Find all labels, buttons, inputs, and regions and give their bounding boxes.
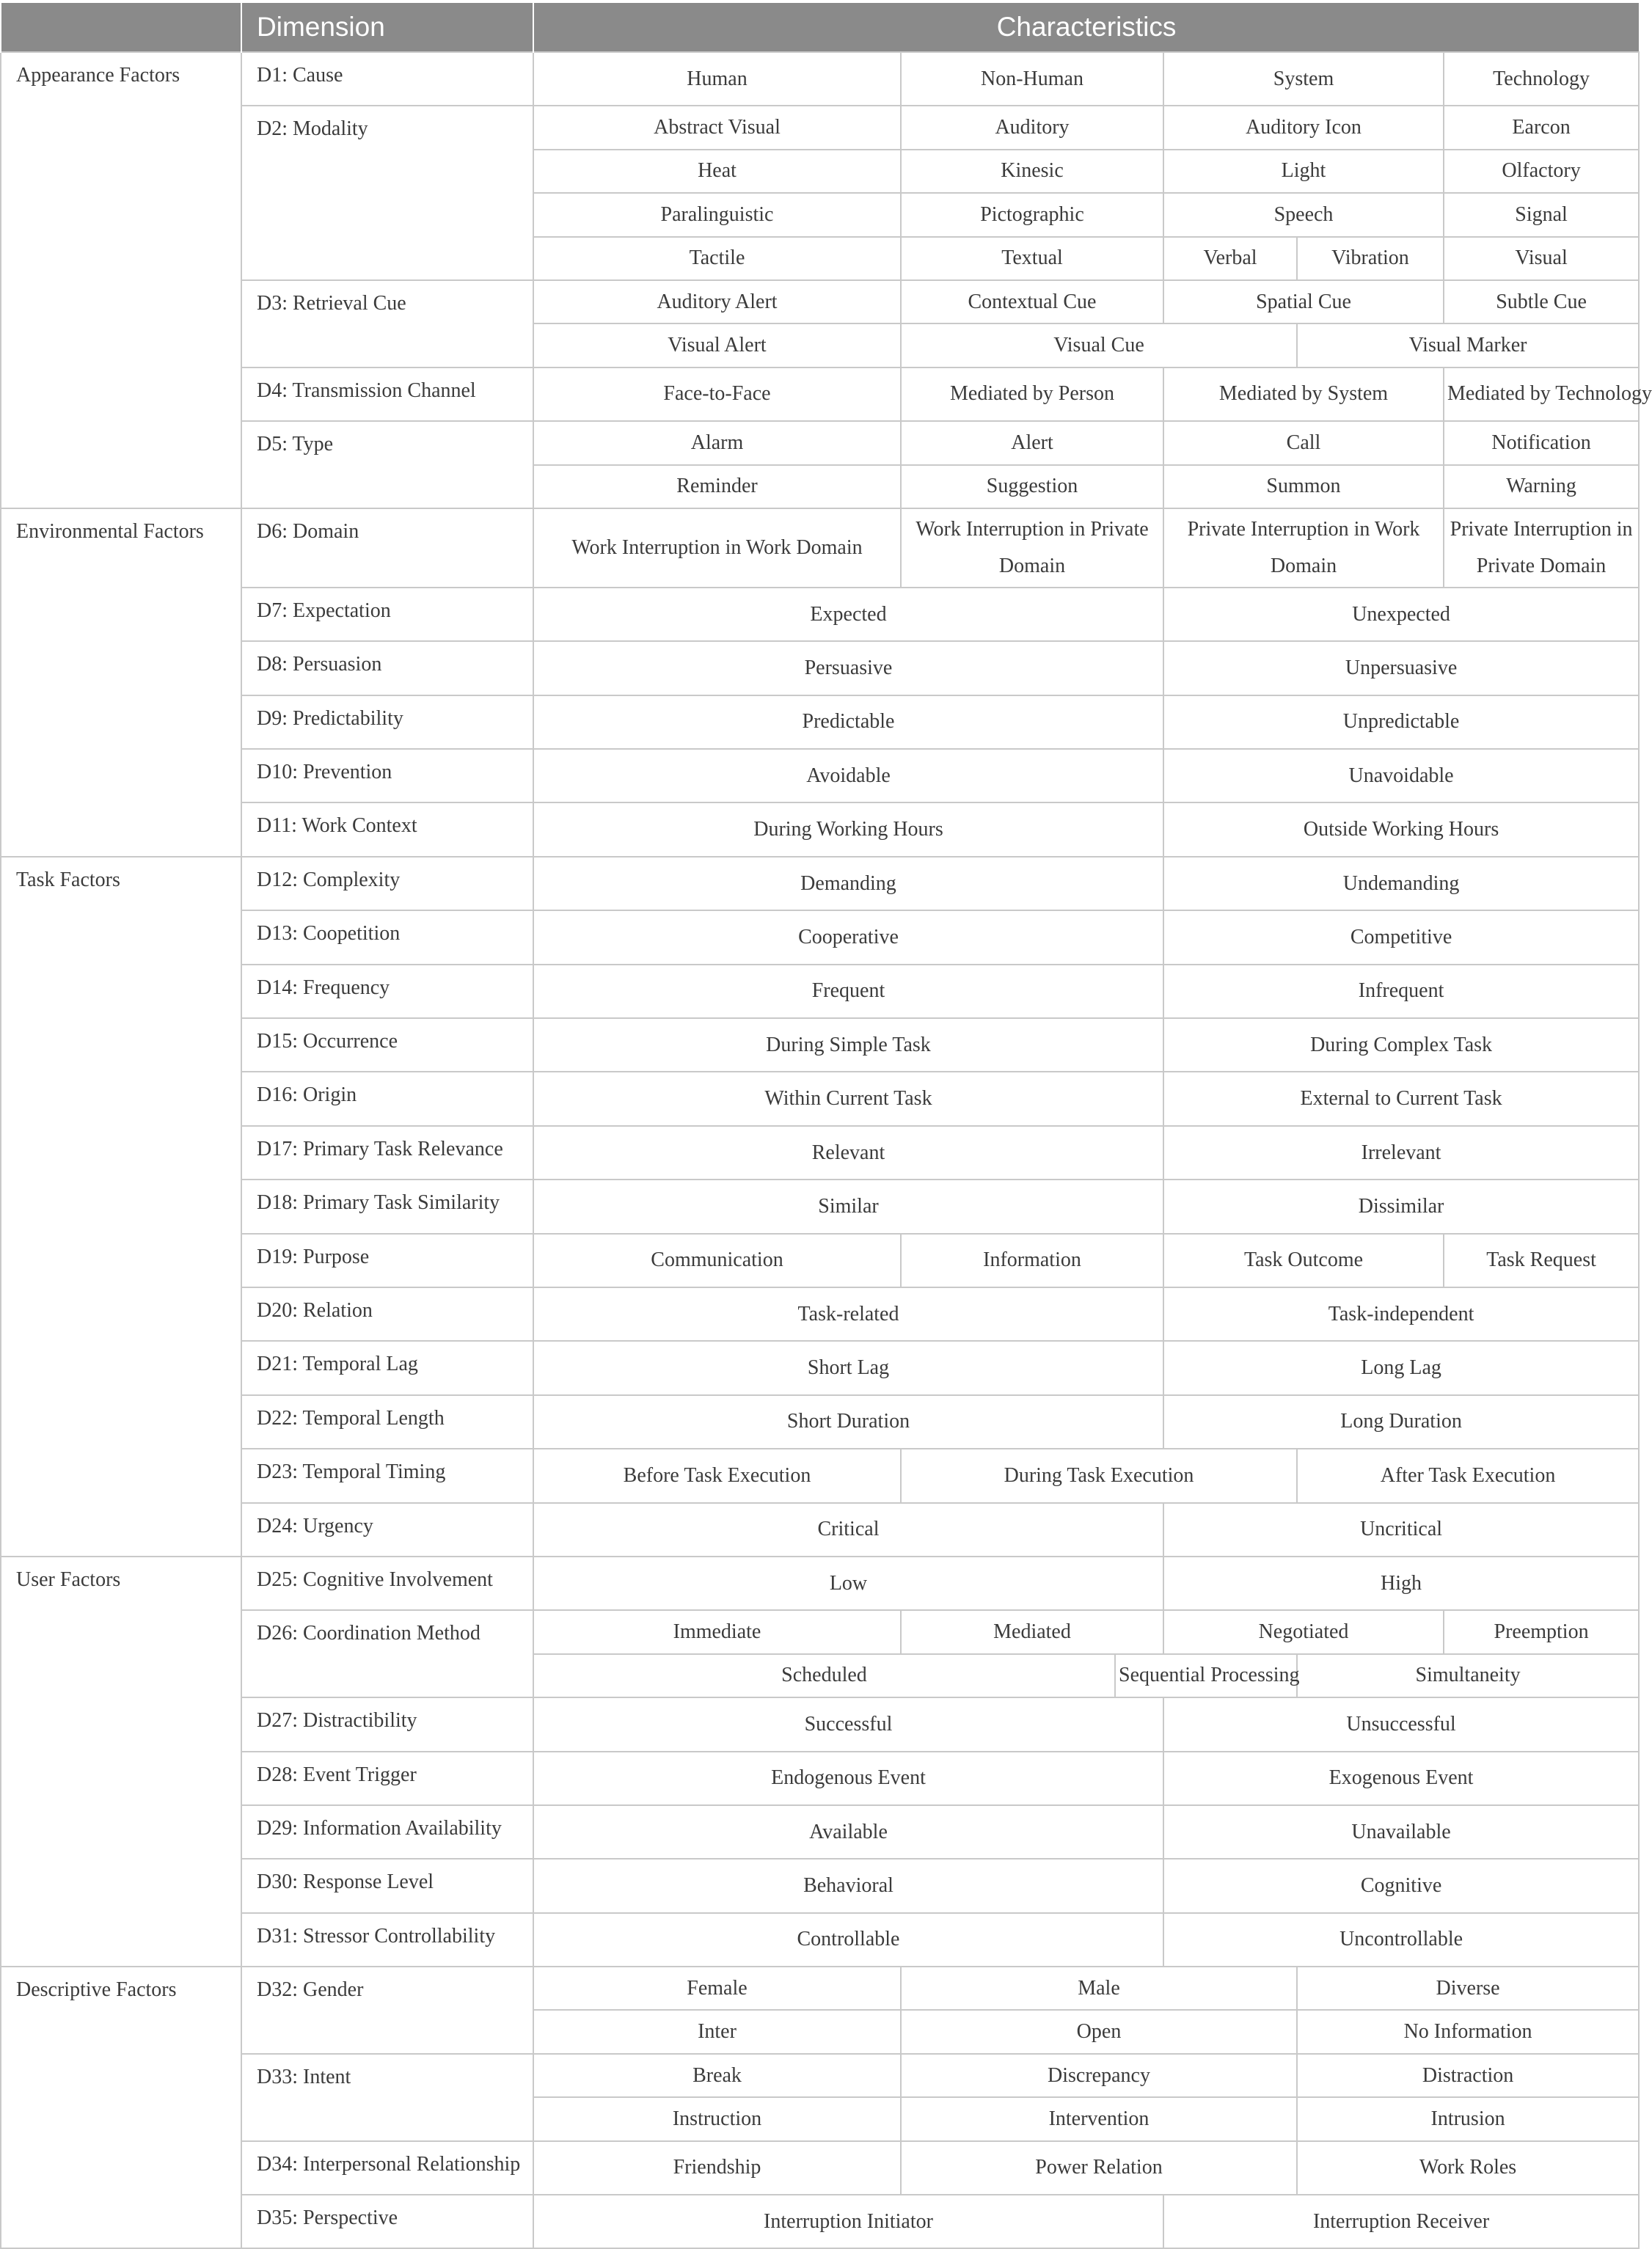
characteristic-cell: Intervention: [901, 2097, 1297, 2140]
characteristic-cell: Discrepancy: [901, 2054, 1297, 2097]
characteristic-cell: Uncritical: [1163, 1503, 1639, 1557]
characteristic-cell: Unpersuasive: [1163, 641, 1639, 695]
characteristic-cell: Interruption Receiver: [1163, 2195, 1639, 2248]
characteristic-cell: Auditory Alert: [533, 280, 901, 323]
characteristic-cell: Unexpected: [1163, 588, 1639, 641]
header-row: [1, 3, 1639, 52]
header-category: [1, 3, 241, 52]
dimension-cell: D32: Gender: [241, 1967, 533, 2054]
characteristic-cell: Break: [533, 2054, 901, 2097]
characteristic-cell: Demanding: [533, 857, 1163, 910]
characteristic-cell: Speech: [1163, 193, 1444, 236]
characteristic-cell: Face-to-Face: [533, 367, 901, 421]
characteristic-cell: Avoidable: [533, 749, 1163, 802]
characteristic-cell: Persuasive: [533, 641, 1163, 695]
dimension-cell: D28: Event Trigger: [241, 1752, 533, 1805]
characteristic-cell: Short Duration: [533, 1395, 1163, 1449]
characteristic-cell: Similar: [533, 1180, 1163, 1233]
table-row: [1, 2195, 1639, 2248]
table-row: [1, 280, 1639, 323]
category-cell: User Factors: [1, 1557, 241, 1967]
characteristic-cell: Frequent: [533, 965, 1163, 1018]
dimension-cell: D23: Temporal Timing: [241, 1449, 533, 1502]
table-row: [1, 1610, 1639, 1653]
characteristic-cell: Competitive: [1163, 910, 1639, 964]
header-characteristics: Characteristics: [533, 3, 1639, 52]
characteristic-cell: External to Current Task: [1163, 1072, 1639, 1125]
characteristic-cell: Notification: [1444, 421, 1639, 464]
table-row: [1, 965, 1639, 1018]
characteristic-cell: Textual: [901, 237, 1163, 280]
dimension-cell: D26: Coordination Method: [241, 1610, 533, 1697]
table-row: [1, 1126, 1639, 1180]
characteristic-cell: Open: [901, 2010, 1297, 2053]
characteristic-cell: Power Relation: [901, 2141, 1297, 2195]
characteristic-cell: Interruption Initiator: [533, 2195, 1163, 2248]
dimension-cell: D16: Origin: [241, 1072, 533, 1125]
characteristic-cell: Task Request: [1444, 1234, 1639, 1287]
characteristic-cell: High: [1163, 1557, 1639, 1610]
characteristic-cell: During Complex Task: [1163, 1018, 1639, 1072]
dimension-cell: D31: Stressor Controllability: [241, 1913, 533, 1967]
dimension-cell: D10: Prevention: [241, 749, 533, 802]
characteristic-cell: Expected: [533, 588, 1163, 641]
dimension-cell: D35: Perspective: [241, 2195, 533, 2248]
dimension-cell: D19: Purpose: [241, 1234, 533, 1287]
table-body: [1, 52, 1652, 2248]
characteristic-cell: Sequential Processing: [1115, 1654, 1297, 1697]
characteristic-cell: Vibration: [1297, 237, 1444, 280]
characteristic-cell: Call: [1163, 421, 1444, 464]
characteristic-cell: Controllable: [533, 1913, 1163, 1967]
table-row: [1, 1967, 1639, 2010]
characteristic-cell: Uncontrollable: [1163, 1913, 1639, 1967]
characteristic-cell: Private Interruption in Private Domain: [1444, 508, 1639, 588]
characteristic-cell: Long Lag: [1163, 1341, 1639, 1394]
table-row: [1, 695, 1639, 749]
characteristic-cell: Relevant: [533, 1126, 1163, 1180]
characteristic-cell: Earcon: [1444, 106, 1639, 149]
characteristic-cell: Visual Cue: [901, 323, 1297, 367]
characteristic-cell: Spatial Cue: [1163, 280, 1444, 323]
characteristic-cell: Visual: [1444, 237, 1639, 280]
characteristic-cell: Communication: [533, 1234, 901, 1287]
table-row: [1, 1180, 1639, 1233]
characteristic-cell: Mediated by System: [1163, 367, 1444, 421]
characteristic-cell: System: [1163, 52, 1444, 106]
characteristic-cell: Alarm: [533, 421, 901, 464]
characteristic-cell: Light: [1163, 150, 1444, 193]
table-row: [1, 1395, 1639, 1449]
dimension-cell: D25: Cognitive Involvement: [241, 1557, 533, 1610]
characteristic-cell: Available: [533, 1805, 1163, 1859]
characteristic-cell: Low: [533, 1557, 1163, 1610]
characteristic-cell: Work Roles: [1297, 2141, 1639, 2195]
dimension-cell: D17: Primary Task Relevance: [241, 1126, 533, 1180]
table-row: [1, 1503, 1639, 1557]
characteristic-cell: Alert: [901, 421, 1163, 464]
characteristic-cell: Verbal: [1163, 237, 1297, 280]
dimension-cell: D22: Temporal Length: [241, 1395, 533, 1449]
characteristic-cell: Long Duration: [1163, 1395, 1639, 1449]
characteristic-cell: Simultaneity: [1297, 1654, 1639, 1697]
dimension-cell: D20: Relation: [241, 1287, 533, 1341]
characteristic-cell: Short Lag: [533, 1341, 1163, 1394]
category-cell: Environmental Factors: [1, 508, 241, 857]
characteristic-cell: Immediate: [533, 1610, 901, 1653]
characteristic-cell: Private Interruption in Work Domain: [1163, 508, 1444, 588]
table-row: [1, 910, 1639, 964]
dimension-cell: D34: Interpersonal Relationship: [241, 2141, 533, 2195]
characteristic-cell: Summon: [1163, 465, 1444, 508]
dimension-cell: D7: Expectation: [241, 588, 533, 641]
characteristic-cell: Work Interruption in Private Domain: [901, 508, 1163, 588]
characteristic-cell: Endogenous Event: [533, 1752, 1163, 1805]
dimension-cell: D27: Distractibility: [241, 1697, 533, 1751]
table-row: [1, 367, 1639, 421]
dimension-cell: D2: Modality: [241, 106, 533, 280]
characteristic-cell: Unsuccessful: [1163, 1697, 1639, 1751]
characteristic-cell: Exogenous Event: [1163, 1752, 1639, 1805]
characteristic-cell: Unavoidable: [1163, 749, 1639, 802]
characteristic-cell: Auditory: [901, 106, 1163, 149]
characteristic-cell: Task-related: [533, 1287, 1163, 1341]
characteristic-cell: After Task Execution: [1297, 1449, 1639, 1502]
characteristic-cell: Cooperative: [533, 910, 1163, 964]
characteristic-cell: Task Outcome: [1163, 1234, 1444, 1287]
characteristic-cell: Pictographic: [901, 193, 1163, 236]
characteristic-cell: Suggestion: [901, 465, 1163, 508]
characteristic-cell: Visual Marker: [1297, 323, 1639, 367]
characteristic-cell: Undemanding: [1163, 857, 1639, 910]
table-row: [1, 1072, 1639, 1125]
characteristic-cell: During Simple Task: [533, 1018, 1163, 1072]
table-row: [1, 1697, 1639, 1751]
dimension-cell: D4: Transmission Channel: [241, 367, 533, 421]
dimension-cell: D8: Persuasion: [241, 641, 533, 695]
characteristic-cell: No Information: [1297, 2010, 1639, 2053]
characteristic-cell: Unpredictable: [1163, 695, 1639, 749]
dimension-cell: D15: Occurrence: [241, 1018, 533, 1072]
category-cell: Task Factors: [1, 857, 241, 1557]
characteristic-cell: Successful: [533, 1697, 1163, 1751]
table-row: [1, 2054, 1639, 2097]
characteristic-cell: Male: [901, 1967, 1297, 2010]
table-row: [1, 1805, 1639, 1859]
characteristic-cell: Mediated by Person: [901, 367, 1163, 421]
characteristic-cell: Before Task Execution: [533, 1449, 901, 1502]
table-row: [1, 1557, 1639, 1610]
dimension-cell: D29: Information Availability: [241, 1805, 533, 1859]
characteristic-cell: Infrequent: [1163, 965, 1639, 1018]
header-dimension: Dimension: [241, 3, 533, 52]
dimension-cell: D33: Intent: [241, 2054, 533, 2141]
dimension-cell: D14: Frequency: [241, 965, 533, 1018]
dimension-cell: D11: Work Context: [241, 802, 533, 856]
characteristic-cell: Non-Human: [901, 52, 1163, 106]
characteristic-cell: Female: [533, 1967, 901, 2010]
characteristic-cell: Kinesic: [901, 150, 1163, 193]
characteristic-cell: Predictable: [533, 695, 1163, 749]
characteristic-cell: Heat: [533, 150, 901, 193]
characteristic-cell: Within Current Task: [533, 1072, 1163, 1125]
table-row: [1, 1341, 1639, 1394]
dimension-cell: D30: Response Level: [241, 1859, 533, 1912]
characteristic-cell: Human: [533, 52, 901, 106]
characteristic-cell: Mediated by Technology: [1444, 367, 1639, 421]
table-row: [1, 1752, 1639, 1805]
table-row: [1, 802, 1639, 856]
category-cell: Appearance Factors: [1, 52, 241, 508]
characteristic-cell: Auditory Icon: [1163, 106, 1444, 149]
dimension-cell: D9: Predictability: [241, 695, 533, 749]
characteristic-cell: Task-independent: [1163, 1287, 1639, 1341]
characteristic-cell: Visual Alert: [533, 323, 901, 367]
table-row: [1, 749, 1639, 802]
taxonomy-table: [0, 3, 1652, 2249]
table-row: [1, 52, 1639, 106]
characteristic-cell: Scheduled: [533, 1654, 1115, 1697]
characteristic-cell: Mediated: [901, 1610, 1163, 1653]
characteristic-cell: Tactile: [533, 237, 901, 280]
characteristic-cell: Unavailable: [1163, 1805, 1639, 1859]
table-row: [1, 508, 1639, 588]
characteristic-cell: Irrelevant: [1163, 1126, 1639, 1180]
characteristic-cell: Cognitive: [1163, 1859, 1639, 1912]
table-row: [1, 1449, 1639, 1502]
dimension-cell: D24: Urgency: [241, 1503, 533, 1557]
characteristic-cell: Intrusion: [1297, 2097, 1639, 2140]
dimension-cell: D13: Coopetition: [241, 910, 533, 964]
characteristic-cell: Work Interruption in Work Domain: [533, 508, 901, 588]
characteristic-cell: Technology: [1444, 52, 1639, 106]
dimension-cell: D21: Temporal Lag: [241, 1341, 533, 1394]
characteristic-cell: Preemption: [1444, 1610, 1639, 1653]
table-row: [1, 421, 1639, 464]
characteristic-cell: Behavioral: [533, 1859, 1163, 1912]
dimension-cell: D3: Retrieval Cue: [241, 280, 533, 367]
characteristic-cell: Negotiated: [1163, 1610, 1444, 1653]
characteristic-cell: Inter: [533, 2010, 901, 2053]
characteristic-cell: Contextual Cue: [901, 280, 1163, 323]
table-row: [1, 1859, 1639, 1912]
dimension-cell: D18: Primary Task Similarity: [241, 1180, 533, 1233]
characteristic-cell: Friendship: [533, 2141, 901, 2195]
table-row: [1, 1018, 1639, 1072]
characteristic-cell: Instruction: [533, 2097, 901, 2140]
dimension-cell: D6: Domain: [241, 508, 533, 588]
table-row: [1, 1913, 1639, 1967]
characteristic-cell: Abstract Visual: [533, 106, 901, 149]
characteristic-cell: Warning: [1444, 465, 1639, 508]
dimension-cell: D12: Complexity: [241, 857, 533, 910]
dimension-cell: D1: Cause: [241, 52, 533, 106]
table-row: [1, 1287, 1639, 1341]
characteristic-cell: Diverse: [1297, 1967, 1639, 2010]
characteristic-cell: Distraction: [1297, 2054, 1639, 2097]
table-row: [1, 588, 1639, 641]
characteristic-cell: Olfactory: [1444, 150, 1639, 193]
table-row: [1, 2141, 1639, 2195]
table-row: [1, 857, 1639, 910]
table-row: [1, 641, 1639, 695]
table-row: [1, 106, 1639, 149]
characteristic-cell: Dissimilar: [1163, 1180, 1639, 1233]
characteristic-cell: Signal: [1444, 193, 1639, 236]
characteristic-cell: Outside Working Hours: [1163, 802, 1639, 856]
characteristic-cell: Subtle Cue: [1444, 280, 1639, 323]
category-cell: Descriptive Factors: [1, 1967, 241, 2248]
table-row: [1, 1234, 1639, 1287]
characteristic-cell: Critical: [533, 1503, 1163, 1557]
characteristic-cell: Paralinguistic: [533, 193, 901, 236]
characteristic-cell: Reminder: [533, 465, 901, 508]
characteristic-cell: Information: [901, 1234, 1163, 1287]
dimension-cell: D5: Type: [241, 421, 533, 508]
characteristic-cell: During Task Execution: [901, 1449, 1297, 1502]
characteristic-cell: During Working Hours: [533, 802, 1163, 856]
